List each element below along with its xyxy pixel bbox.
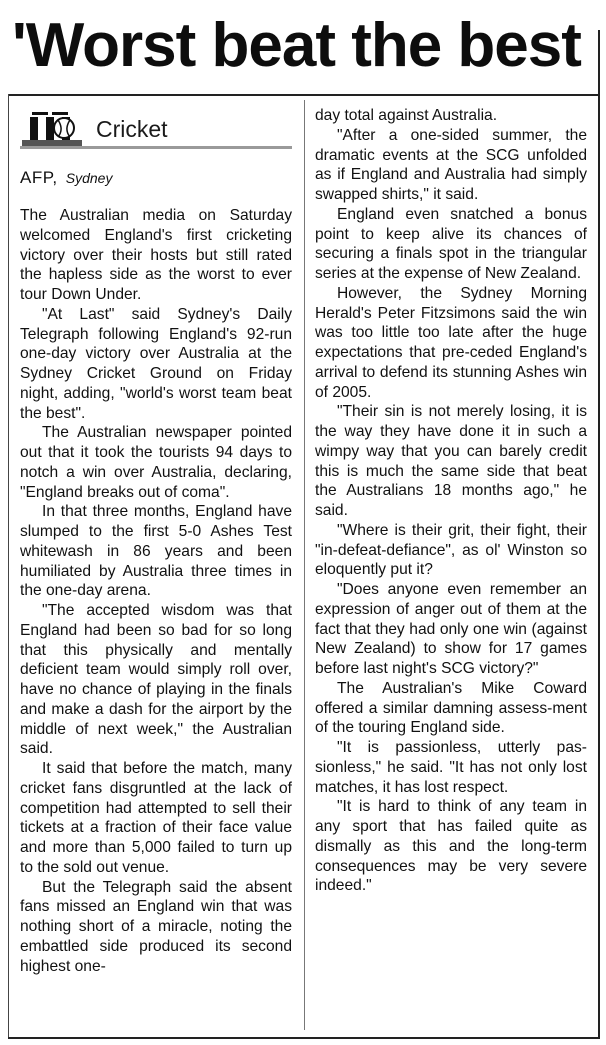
paragraph: But the Telegraph said the absent fans missed an England win that was nothing short of a miracle, noting the embattled side produced its second highest one-: [20, 878, 292, 975]
paragraph: In that three months, England have slumped to the first 5-0 Ashes Test whitewash in 86 years and been humiliated by Australia three times in the one-day arena.: [20, 503, 292, 600]
headline: 'Worst beat the best: [12, 11, 581, 80]
paragraph: "Does anyone even remember an expression of anger out of them at the fact that they had only one win (against New Zealand) to show for 17 games before last night's SCG victory?": [315, 581, 587, 677]
paragraph: "After a one-sided summer, the dramatic events at the SCG unfolded as if England and Australia had simply swapped shirts," it said.: [315, 126, 587, 203]
paragraph: England even snatched a bonus point to keep alive its chances of securing a finals spot in the triangular series at the expense of New Zealand.: [315, 205, 587, 282]
paragraph: The Australian newspaper pointed out that it took the tourists 94 days to notch a win over Australia, declaring, "England breaks out of coma".: [20, 424, 292, 501]
cricket-icon: [20, 110, 92, 148]
bottom-border: [8, 1037, 600, 1039]
byline: [20, 168, 112, 188]
paragraph: The Australian media on Saturday welcomed England's first cricketing victory over their hosts but still rated the hapless side as the worst to ever tour Down Under.: [20, 207, 292, 303]
section-underline: [20, 146, 292, 149]
paragraph: "It is passionless, utterly pas-sionless," he said. "It has not only lost matches, it has lost respect.: [315, 739, 587, 796]
column-divider: [304, 100, 305, 1030]
article-column-left: [20, 206, 292, 976]
paragraph: "It is hard to think of any team in any sport that has failed quite as dismally as this and the long-term consequences may be very severe indeed.": [315, 798, 587, 895]
paragraph: "The accepted wisdom was that England had been so bad for so long that this physically and mentally deficient team would simply roll over, have no chance of playing in the finals and make a dash for the airport by the middle of next week," the Australian said.: [20, 602, 292, 758]
right-border: [598, 30, 600, 1038]
left-border: [8, 94, 9, 1038]
paragraph: "Their sin is not merely losing, it is the way they have done it in such a wimpy way that you can barely credit this is much the same side that beat the Australians 18 months ago," he said.: [315, 403, 587, 519]
paragraph: day total against Australia.: [315, 107, 498, 124]
paragraph: "At Last" said Sydney's Daily Telegraph following England's 92-run one-day victory over Australia at the Sydney Cricket Ground on Friday night, adding, "world's worst team beat the best".: [20, 305, 292, 422]
article-column-right: [315, 106, 587, 896]
section-header: [20, 110, 292, 150]
paragraph: It said that before the match, many cricket fans disgruntled at the lack of competition had attempted to sell their tickets at a fraction of their face value and more than 5,000 failed to turn up to the sold out venue.: [20, 760, 292, 876]
paragraph: "Where is their grit, their fight, their "in-defeat-defiance", as ol' Winston so eloquently put it?: [315, 521, 587, 579]
paragraph: The Australian's Mike Coward offered a similar damning assess-ment of the touring England side.: [315, 679, 587, 737]
section-title: Cricket: [96, 116, 168, 142]
paragraph: However, the Sydney Morning Herald's Peter Fitzsimons said the win was too little too late after the huge expectations that pre-ceded England's arrival to defend its stunning Ashes win of 2005.: [315, 284, 587, 401]
byline-place: Sydney: [65, 170, 113, 186]
byline-agency: AFP,: [20, 168, 58, 187]
top-border: [8, 94, 600, 96]
